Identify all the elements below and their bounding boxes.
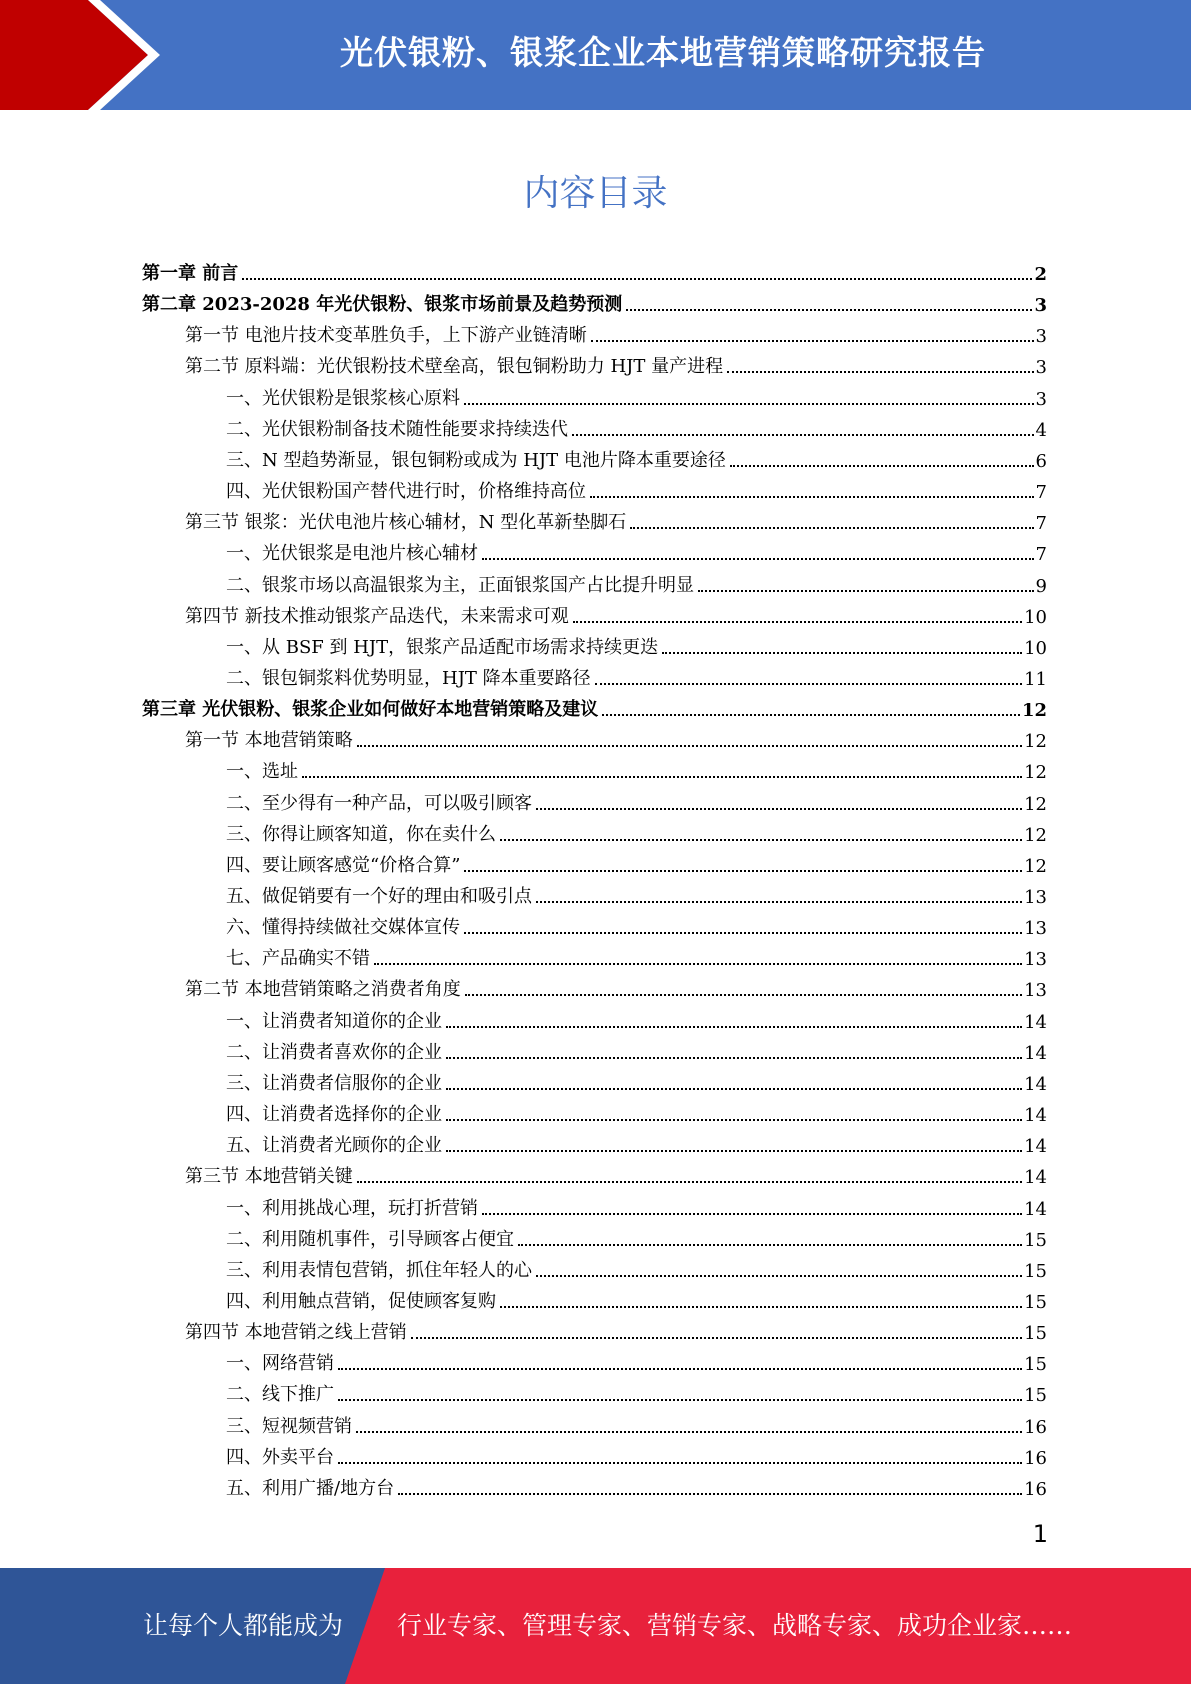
toc-entry-label: 三、N 型趋势渐显，银包铜粉或成为 HJT 电池片降本重要途径 [226, 449, 726, 471]
toc-entry-label: 二、银浆市场以高温银浆为主，正面银浆国产占比提升明显 [226, 574, 694, 596]
toc-entry[interactable] [226, 1438, 1047, 1469]
toc-entry-page: 16 [1024, 1447, 1047, 1469]
toc-entry[interactable] [142, 285, 1047, 316]
toc-leader-dots [595, 682, 1022, 685]
toc-entry-label: 第一章 前言 [142, 263, 239, 284]
toc-entry-page: 13 [1024, 918, 1047, 940]
toc-entry[interactable] [226, 1375, 1047, 1406]
toc-entry-page: 15 [1024, 1229, 1047, 1251]
toc-entry[interactable] [226, 815, 1047, 846]
report-title: 光伏银粉、银浆企业本地营销策略研究报告 [340, 33, 986, 72]
toc-entry-page: 3 [1035, 357, 1047, 379]
toc-leader-dots [590, 495, 1034, 498]
toc-entry[interactable] [226, 1095, 1047, 1126]
toc-entry-label: 四、光伏银粉国产替代进行时，价格维持高位 [226, 481, 586, 503]
toc-entry-label: 一、光伏银粉是银浆核心原料 [226, 387, 460, 409]
toc-entry-label: 第二节 本地营销策略之消费者角度 [185, 979, 461, 1001]
toc-leader-dots [602, 713, 1020, 716]
toc-entry[interactable] [226, 784, 1047, 815]
toc-leader-dots [356, 1430, 1022, 1433]
toc-entry-label: 第二章 2023-2028 年光伏银粉、银浆市场前景及趋势预测 [142, 294, 623, 316]
toc-entry-page: 15 [1024, 1354, 1047, 1376]
toc-entry[interactable] [226, 752, 1047, 783]
toc-entry-page: 2 [1034, 264, 1047, 285]
toc-leader-dots [727, 370, 1033, 373]
toc-entry-page: 14 [1024, 1073, 1047, 1095]
toc-entry-label: 二、银包铜浆料优势明显，HJT 降本重要路径 [226, 667, 591, 689]
toc-leader-dots [464, 931, 1022, 934]
toc-entry[interactable] [185, 970, 1047, 1001]
toc-entry-label: 一、利用挑战心理，玩打折营销 [226, 1197, 478, 1219]
toc-entry-page: 7 [1035, 513, 1047, 535]
toc-entry-label: 六、懂得持续做社交媒体宣传 [226, 917, 460, 939]
toc-entry-label: 三、你得让顾客知道，你在卖什么 [226, 823, 496, 845]
toc-entry-label: 四、让消费者选择你的企业 [226, 1104, 442, 1126]
toc-leader-dots [446, 1118, 1022, 1121]
toc-entry-page: 12 [1024, 793, 1047, 815]
toc-entry-page: 15 [1024, 1260, 1047, 1282]
toc-entry-page: 3 [1035, 388, 1047, 410]
toc-entry-page: 12 [1024, 855, 1047, 877]
toc-leader-dots [500, 838, 1022, 841]
toc-entry-page: 12 [1024, 731, 1047, 753]
toc-leader-dots [411, 1336, 1022, 1339]
toc-leader-dots [302, 775, 1022, 778]
toc-entry-page: 12 [1021, 700, 1047, 722]
toc-entry[interactable] [142, 690, 1047, 721]
toc-entry[interactable] [226, 939, 1047, 970]
toc-entry-label: 三、利用表情包营销，抓住年轻人的心 [226, 1259, 532, 1281]
toc-entry[interactable] [226, 1189, 1047, 1220]
toc-entry-page: 15 [1024, 1323, 1047, 1345]
toc-entry[interactable] [226, 410, 1047, 441]
toc-entry-label: 一、光伏银浆是电池片核心辅材 [226, 543, 478, 565]
toc-leader-dots [464, 402, 1034, 405]
toc-entry[interactable] [226, 1126, 1047, 1157]
toc-entry[interactable] [226, 1344, 1047, 1375]
toc-entry-page: 13 [1024, 887, 1047, 908]
toc-leader-dots [482, 557, 1034, 560]
toc-entry[interactable] [185, 721, 1047, 752]
toc-entry-label: 二、光伏银粉制备技术随性能要求持续迭代 [226, 418, 568, 440]
toc-leader-dots [518, 1243, 1022, 1246]
toc-entry-page: 13 [1024, 949, 1047, 971]
toc-leader-dots [465, 993, 1022, 996]
toc-entry-page: 15 [1024, 1291, 1047, 1313]
toc-entry-page: 7 [1035, 482, 1047, 504]
toc-leader-dots [374, 962, 1022, 965]
toc-entry[interactable] [226, 1220, 1047, 1251]
footer-slogan-right: 行业专家、管理专家、营销专家、战略专家、成功企业家…… [397, 1611, 1073, 1640]
toc-entry-label: 五、让消费者光顾你的企业 [226, 1135, 442, 1157]
toc-entry[interactable] [185, 1313, 1047, 1344]
toc-entry-label: 四、要让顾客感觉“价格合算” [226, 854, 461, 876]
toc-entry[interactable] [226, 908, 1047, 939]
toc-entry[interactable] [226, 659, 1047, 690]
toc-leader-dots [338, 1461, 1022, 1464]
toc-leader-dots [357, 1180, 1022, 1183]
toc-entry-label: 一、选址 [226, 761, 298, 783]
toc-entry-label: 三、让消费者信服你的企业 [226, 1072, 442, 1094]
toc-entry-page: 10 [1024, 606, 1047, 628]
toc-leader-dots [242, 277, 1032, 280]
toc-entry-page: 12 [1024, 762, 1047, 784]
toc-entry[interactable] [185, 597, 1047, 628]
toc-entry[interactable] [226, 1251, 1047, 1282]
toc-entry[interactable] [226, 628, 1047, 659]
toc-leader-dots [357, 744, 1022, 747]
toc-entry-page: 7 [1035, 544, 1047, 566]
toc-leader-dots [482, 1212, 1022, 1215]
toc-entry-label: 四、利用触点营销，促使顾客复购 [226, 1290, 496, 1312]
toc-leader-dots [446, 1025, 1022, 1028]
toc-entry-label: 第四节 新技术推动银浆产品迭代，未来需求可观 [185, 605, 569, 627]
toc-entry[interactable] [226, 877, 1047, 908]
toc-leader-dots [626, 308, 1032, 311]
toc-leader-dots [730, 464, 1034, 467]
toc-entry-label: 第一节 电池片技术变革胜负手，上下游产业链清晰 [185, 325, 587, 347]
toc-entry-label: 第三章 光伏银粉、银浆企业如何做好本地营销策略及建议 [142, 699, 599, 721]
toc-entry[interactable] [185, 316, 1047, 347]
toc-leader-dots [500, 1305, 1022, 1308]
toc-entry[interactable] [185, 1157, 1047, 1188]
toc-entry-label: 第三节 银浆：光伏电池片核心辅材，N 型化革新垫脚石 [185, 512, 627, 534]
toc-leader-dots [464, 869, 1022, 872]
toc-entry-label: 二、至少得有一种产品，可以吸引顾客 [226, 792, 532, 814]
toc-leader-dots [662, 651, 1022, 654]
toc-entry[interactable] [226, 472, 1047, 503]
toc-entry[interactable] [226, 1407, 1047, 1438]
toc-entry[interactable] [185, 347, 1047, 378]
toc-entry-page: 4 [1035, 419, 1047, 441]
toc-entry[interactable] [142, 254, 1047, 285]
toc-entry[interactable] [226, 1064, 1047, 1095]
toc-leader-dots [591, 339, 1034, 342]
toc-leader-dots [446, 1149, 1022, 1152]
toc-entry-label: 一、让消费者知道你的企业 [226, 1010, 442, 1032]
toc-leader-dots [536, 1274, 1022, 1277]
toc-entry[interactable] [226, 441, 1047, 472]
toc-entry-page: 6 [1035, 450, 1047, 472]
toc-entry-label: 一、网络营销 [226, 1353, 334, 1375]
toc-entry-label: 第一节 本地营销策略 [185, 730, 353, 752]
toc-entry[interactable] [226, 1033, 1047, 1064]
toc-leader-dots [630, 526, 1033, 529]
toc-entry-page: 12 [1024, 824, 1047, 846]
toc-entry-label: 二、线下推广 [226, 1384, 334, 1406]
toc-leader-dots [573, 620, 1022, 623]
toc-entry-page: 14 [1024, 1167, 1047, 1189]
toc-entry-page: 16 [1024, 1478, 1047, 1500]
toc-entry-label: 第三节 本地营销关键 [185, 1166, 353, 1188]
toc-entry-page: 16 [1024, 1416, 1047, 1438]
toc-entry[interactable] [185, 503, 1047, 534]
toc-entry-label: 一、从 BSF 到 HJT，银浆产品适配市场需求持续更迭 [226, 636, 659, 658]
toc-entry-page: 15 [1024, 1385, 1047, 1407]
toc-leader-dots [446, 1056, 1022, 1059]
toc-entry-label: 七、产品确实不错 [226, 948, 370, 970]
toc-entry[interactable] [226, 379, 1047, 410]
header-banner [0, 0, 1191, 110]
toc-entry-page: 9 [1035, 575, 1047, 597]
toc-entry-label: 二、让消费者喜欢你的企业 [226, 1041, 442, 1063]
toc-entry[interactable] [226, 566, 1047, 597]
toc-entry-page: 3 [1034, 295, 1047, 317]
toc-heading: 内容目录 [523, 173, 668, 214]
toc-leader-dots [338, 1398, 1022, 1401]
page-number: 1 [1032, 1520, 1048, 1548]
toc-entry-page: 14 [1024, 1198, 1047, 1220]
toc-entry-page: 3 [1035, 326, 1047, 348]
toc-entry-page: 10 [1024, 637, 1047, 659]
footer-slogan-left: 让每个人都能成为 [143, 1611, 344, 1640]
toc-leader-dots [338, 1367, 1022, 1370]
toc-entry-page: 14 [1024, 1105, 1047, 1127]
toc-entry-label: 二、利用随机事件，引导顾客占便宜 [226, 1228, 514, 1250]
toc-leader-dots [398, 1492, 1022, 1495]
toc-entry-label: 第二节 原料端：光伏银粉技术壁垒高，银包铜粉助力 HJT 量产进程 [185, 356, 724, 378]
toc-leader-dots [572, 433, 1034, 436]
toc-entry-page: 14 [1024, 1042, 1047, 1064]
toc-leader-dots [536, 900, 1022, 903]
toc-entry[interactable] [226, 846, 1047, 877]
toc-entry-page: 14 [1024, 1136, 1047, 1158]
toc-entry-label: 五、利用广播/地方台 [226, 1477, 395, 1499]
toc-entry-page: 11 [1024, 668, 1047, 690]
toc-leader-dots [446, 1087, 1022, 1090]
toc-leader-dots [698, 589, 1034, 592]
footer-banner [0, 1568, 1191, 1684]
toc-entry-label: 三、短视频营销 [226, 1415, 352, 1437]
toc-leader-dots [536, 807, 1022, 810]
toc-entry[interactable] [226, 534, 1047, 565]
toc-entry-page: 13 [1024, 980, 1047, 1002]
toc-entry-label: 第四节 本地营销之线上营销 [185, 1322, 407, 1344]
toc-entry-page: 14 [1024, 1011, 1047, 1033]
toc-entry[interactable] [226, 1469, 1047, 1500]
toc-entry[interactable] [226, 1002, 1047, 1033]
toc-entry-label: 五、做促销要有一个好的理由和吸引点 [226, 886, 532, 907]
toc-entry-label: 四、外卖平台 [226, 1446, 334, 1468]
toc-entry[interactable] [226, 1282, 1047, 1313]
